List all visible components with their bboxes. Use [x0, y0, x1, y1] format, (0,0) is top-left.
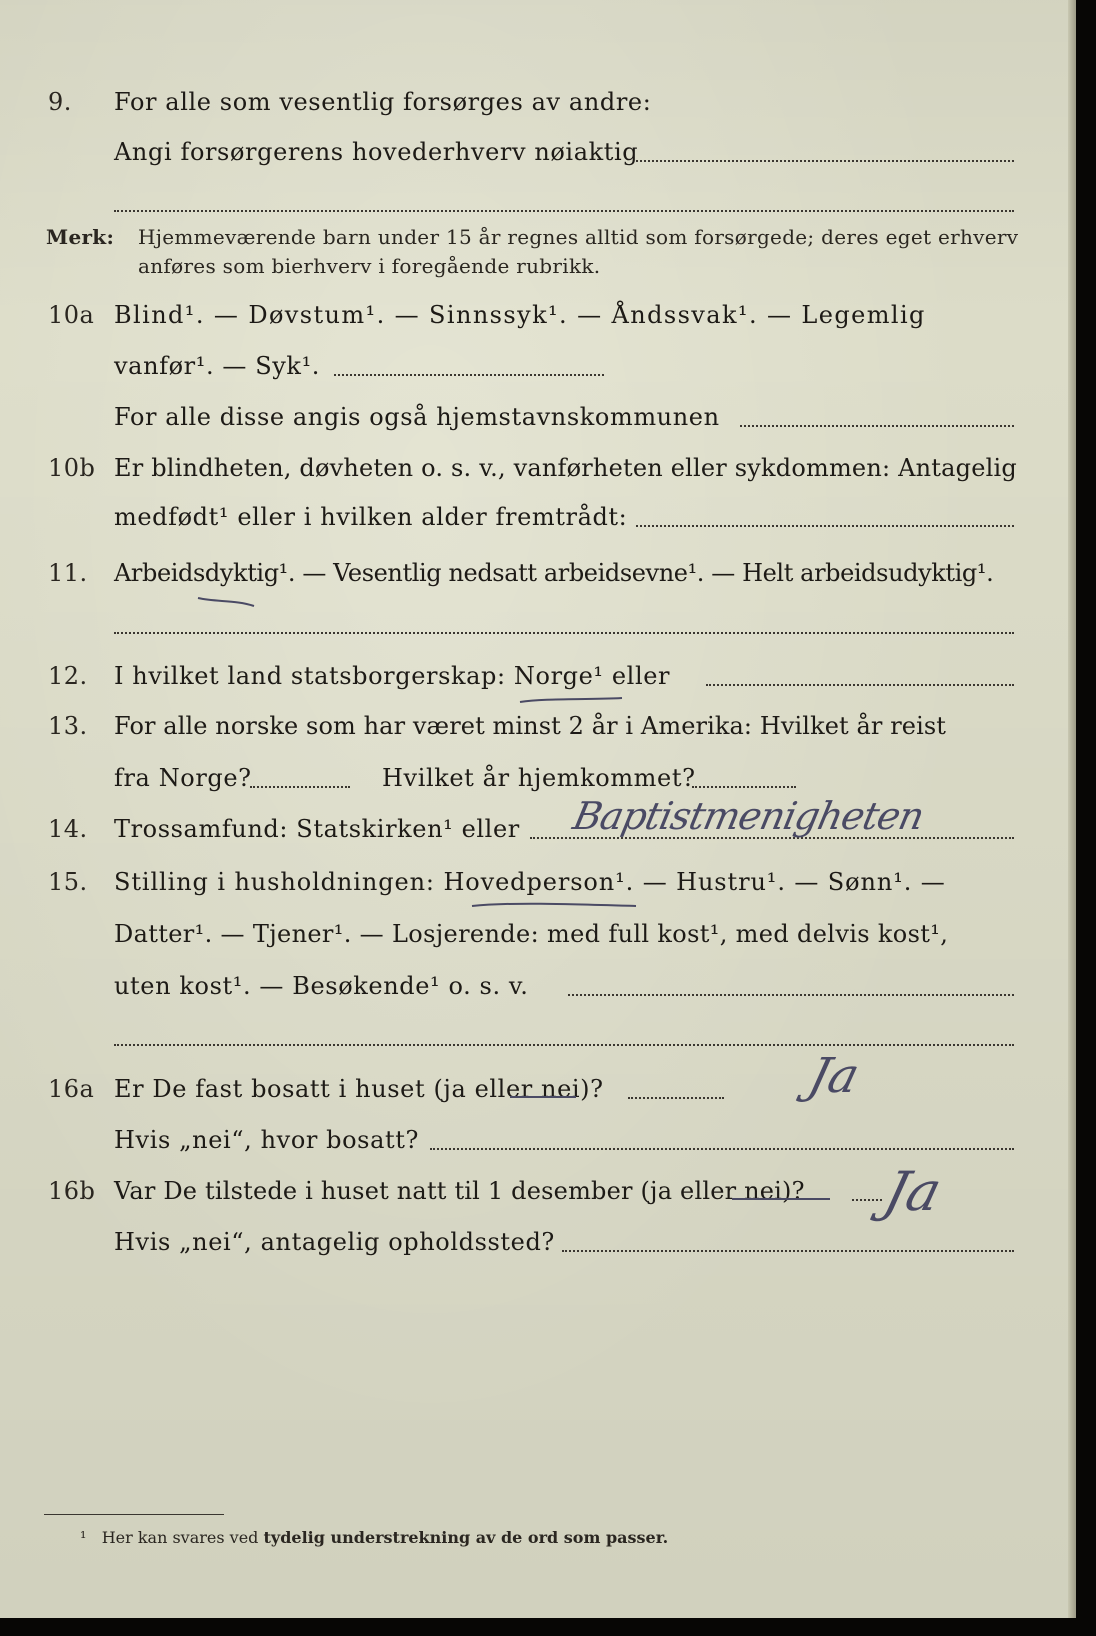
question-15-line-3 — [0, 966, 1076, 1006]
answer-field-line[interactable] — [636, 525, 1014, 527]
question-text: For alle norske som har været minst 2 år i Amerika: Hvilket år reist — [114, 712, 947, 740]
strikethrough-mark — [508, 1094, 578, 1100]
question-text: Blind¹. — Døvstum¹. — Sinnssyk¹. — Åndssvak¹. — Legemlig — [114, 301, 926, 329]
question-text: For alle som vesentlig forsørges av andre: — [114, 88, 652, 116]
question-10a-line-3 — [0, 397, 1076, 437]
answer-field-line[interactable] — [568, 994, 1014, 996]
question-text: Stilling i husholdningen: Hovedperson¹. — Hustru¹. — Sønn¹. — — [114, 868, 946, 896]
question-13-line-2 — [0, 758, 1076, 798]
question-text: Er De fast bosatt i huset (ja eller nei)? — [114, 1075, 604, 1103]
question-12 — [0, 656, 1076, 696]
question-number: 9. — [48, 88, 72, 116]
underline-mark — [196, 594, 256, 614]
footnote-marker: ¹ — [80, 1528, 87, 1547]
note-text: anføres som bierhverv i foregående rubrikk. — [138, 254, 601, 278]
answer-field-line[interactable] — [114, 1044, 1014, 1046]
question-number: 16b — [48, 1177, 96, 1205]
strikethrough-mark — [730, 1196, 834, 1202]
answer-field-line[interactable] — [706, 684, 1014, 686]
answer-field-line[interactable] — [740, 425, 1014, 427]
footnote-divider — [44, 1514, 224, 1515]
question-text: I hvilket land statsborgerskap: Norge¹ eller — [114, 662, 671, 690]
question-10a-line-2 — [0, 346, 1076, 386]
question-text: Hvis „nei“, hvor bosatt? — [114, 1126, 419, 1154]
question-text: Er blindheten, døvheten o. s. v., vanførheten eller sykdommen: Antagelig — [114, 454, 1017, 482]
question-number: 10b — [48, 454, 96, 482]
question-9-line-2 — [0, 132, 1076, 172]
question-16a-line-2 — [0, 1120, 1076, 1160]
footnote — [80, 1528, 668, 1547]
question-number: 14. — [48, 815, 88, 843]
answer-field-line[interactable] — [430, 1148, 1014, 1150]
footnote-text-bold: tydelig understrekning av de ord som passer. — [263, 1528, 669, 1547]
question-16a — [0, 1069, 1076, 1109]
question-10b-line-2 — [0, 497, 1076, 537]
question-number: 13. — [48, 712, 88, 740]
answer-field-line[interactable] — [628, 1097, 724, 1099]
question-13 — [0, 706, 1076, 746]
question-text: Hvis „nei“, antagelig opholdssted? — [114, 1228, 555, 1256]
question-text: Hvilket år hjemkommet? — [382, 764, 696, 792]
question-number: 10a — [48, 301, 95, 329]
answer-field-line[interactable] — [636, 160, 1014, 162]
question-15-line-2 — [0, 914, 1076, 954]
answer-field-line[interactable] — [692, 786, 796, 788]
question-text: medfødt¹ eller i hvilken alder fremtrådt: — [114, 503, 628, 531]
answer-field-line[interactable] — [250, 786, 350, 788]
answer-field-line[interactable] — [852, 1199, 882, 1201]
underline-mark — [470, 900, 640, 914]
note-label: Merk: — [46, 225, 115, 249]
question-number: 11. — [48, 559, 88, 587]
question-15 — [0, 862, 1076, 902]
question-11 — [0, 553, 1076, 593]
answer-field-line[interactable] — [334, 374, 604, 376]
handwritten-answer: Baptistmenigheten — [569, 794, 928, 838]
question-text: Arbeidsdyktig¹. — Vesentlig nedsatt arbeidsevne¹. — Helt arbeidsudyktig¹. — [114, 559, 994, 587]
handwritten-answer: Ja — [803, 1048, 865, 1104]
answer-field-line[interactable] — [114, 632, 1014, 634]
question-number: 16a — [48, 1075, 95, 1103]
question-text: vanfør¹. — Syk¹. — [114, 352, 321, 380]
question-text: Datter¹. — Tjener¹. — Losjerende: med full kost¹, med delvis kost¹, — [114, 920, 949, 948]
footnote-text: Her kan svares ved — [101, 1528, 259, 1547]
question-10a — [0, 295, 1076, 335]
question-text: uten kost¹. — Besøkende¹ o. s. v. — [114, 972, 529, 1000]
note-text: Hjemmeværende barn under 15 år regnes alltid som forsørgede; deres eget erhverv — [138, 225, 1019, 249]
question-number: 15. — [48, 868, 88, 896]
question-10b — [0, 448, 1076, 488]
question-text: Angi forsørgerens hovederhverv nøiaktig — [114, 138, 639, 166]
handwritten-answer: Ja — [878, 1160, 948, 1223]
question-text: Trossamfund: Statskirken¹ eller — [114, 815, 520, 843]
question-text: Var De tilstede i huset natt til 1 desember (ja eller nei)? — [114, 1177, 805, 1205]
question-text: fra Norge? — [114, 764, 252, 792]
question-text: For alle disse angis også hjemstavnskommunen — [114, 403, 720, 431]
answer-field-line[interactable] — [114, 210, 1014, 212]
question-16b-line-2 — [0, 1222, 1076, 1262]
question-9 — [0, 82, 1076, 122]
answer-field-line[interactable] — [562, 1250, 1014, 1252]
question-number: 12. — [48, 662, 88, 690]
